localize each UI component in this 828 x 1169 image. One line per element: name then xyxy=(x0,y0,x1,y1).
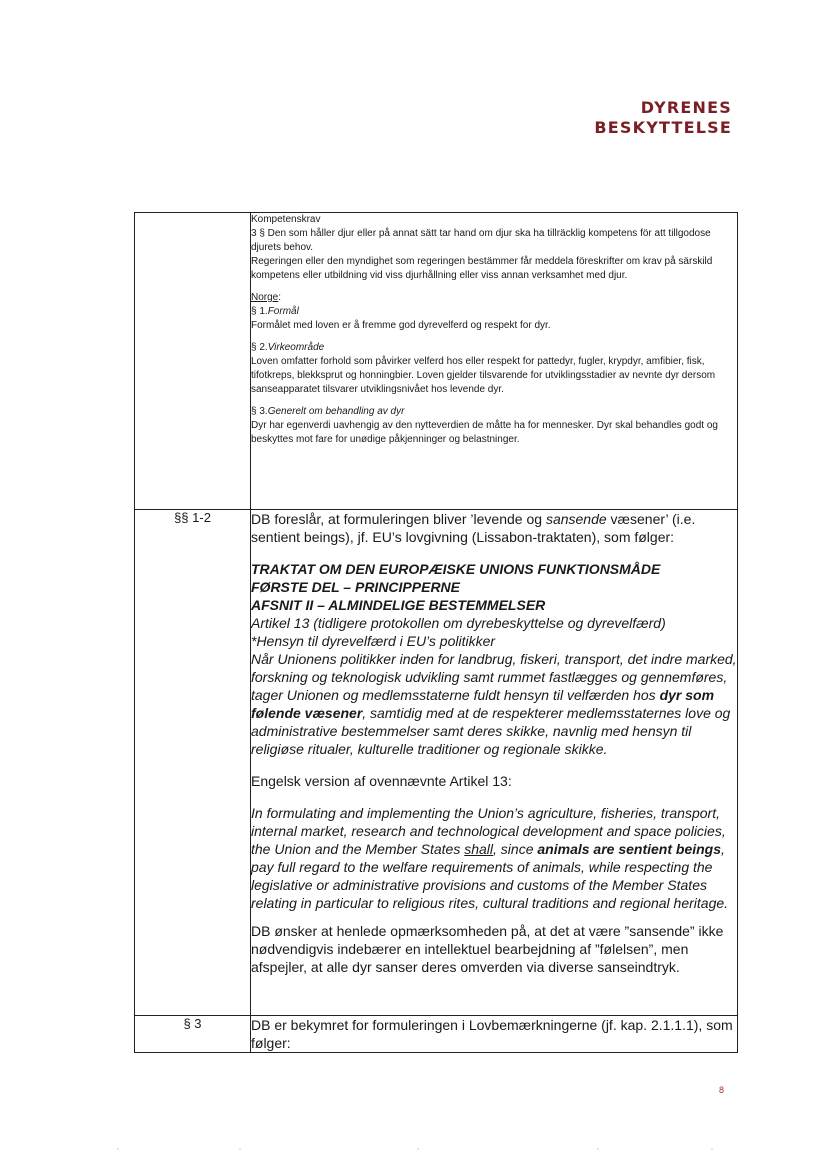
content-cell xyxy=(251,510,738,1016)
text-span: , since xyxy=(493,841,538,857)
organization-logo xyxy=(594,98,732,138)
section-heading xyxy=(251,341,737,355)
section-text: Formålet med loven er å fremme god dyrevelferd og respekt for dyr. xyxy=(251,320,551,331)
table-row xyxy=(135,213,738,510)
content-cell xyxy=(251,213,738,510)
text-span: DB foreslår, at formuleringen bliver ’levende og xyxy=(251,511,546,527)
text-span: shall xyxy=(464,841,494,857)
norge-heading xyxy=(251,291,737,305)
closing-paragraph: DB ønsker at henlede opmærksomheden på, at det at være ”sansende” ikke nødvendigvis indebærer en intellektuel bearbejdning af ”følelsen”, men afspejler, at alle dyr sanser deres omverden via diverse sanseindtryk. xyxy=(251,923,724,975)
text-span: , samtidig med at de respekterer medlemsstaternes love og administrative bestemmelser samt deres skikke, navnlig med hensyn til religiøse ritualer, kulturelle traditioner og regionale skikke. xyxy=(251,705,731,757)
english-text xyxy=(251,804,737,912)
text-span: dyr som følende væsener xyxy=(251,687,715,721)
section-heading xyxy=(251,305,737,319)
section-title: Formål xyxy=(267,306,299,317)
section-text: Loven omfatter forhold som påvirker velferd hos eller respekt for pattedyr, fugler, krypdyr, amfibier, fisk, tifotkreps, blekksprut og honningbier. Loven gjelder tilsvarende for utviklingsstadier av nevnte dyr dersom sanseapparatet tilsvarer utviklingsnivået hos levende dyr. xyxy=(251,356,716,395)
english-label: Engelsk version af ovennævnte Artikel 13: xyxy=(251,773,512,789)
table-row xyxy=(135,510,738,1016)
treaty-heading: FØRSTE DEL – PRINCIPPERNE xyxy=(251,579,461,595)
article-subtitle: *Hensyn til dyrevelfærd i EU’s politikker xyxy=(251,633,496,649)
logo-line-1: DYRENES xyxy=(640,98,732,117)
text-span: In formulating and implementing the Union’s agriculture, fisheries, transport, internal market, research and technological development and space policies, the Union and the Member States xyxy=(251,805,726,857)
section-heading xyxy=(251,405,737,419)
text-span: sansende xyxy=(545,511,607,527)
section-title: Generelt om behandling av dyr xyxy=(267,406,405,417)
intro-paragraph xyxy=(251,510,737,546)
section-cell xyxy=(135,213,251,510)
section-number: § 2. xyxy=(251,342,268,353)
scan-artifact xyxy=(0,1146,828,1152)
section-number: § 1. xyxy=(251,306,268,317)
comments-table xyxy=(134,212,738,1053)
logo-line-2: BESKYTTELSE xyxy=(594,118,732,137)
row-text: DB er bekymret for formuleringen i Lovbemærkningerne (jf. kap. 2.1.1.1), som følger: xyxy=(251,1017,733,1051)
content-cell xyxy=(251,1016,738,1053)
text-span: animals are sentient beings xyxy=(537,841,722,857)
kompetens-title: Kompetenskrav xyxy=(251,214,321,225)
text-span: , pay full regard to the welfare requirements of animals, while respecting the legislative or administrative provisions and customs of the Member States relating in particular to religious rites, cultural traditions and regional heritage. xyxy=(251,841,729,911)
section-title: Virkeområde xyxy=(267,342,325,353)
page-number: 8 xyxy=(718,1085,724,1095)
kompetens-paragraph: Regeringen eller den myndighet som regeringen bestämmer får meddela föreskrifter om krav på särskild kompetens eller utbildning vid viss djurhållning eller viss annan verksamhet med djur. xyxy=(251,256,713,281)
article-text xyxy=(251,650,737,758)
section-text: Dyr har egenverdi uavhengig av den nytteverdien de måtte ha for mennesker. Dyr skal behandles godt og beskyttes mot fare for unødige påkjenninger og belastninger. xyxy=(251,420,718,445)
article-title: Artikel 13 (tidligere protokollen om dyrebeskyttelse og dyrevelfærd) xyxy=(251,615,666,631)
section-cell: § 3 xyxy=(135,1016,251,1053)
table-row xyxy=(135,1016,738,1053)
kompetens-paragraph: 3 § Den som håller djur eller på annat sätt tar hand om djur ska ha tillräcklig kompetens för att tillgodose djurets behov. xyxy=(251,228,711,253)
colon: : xyxy=(278,292,282,303)
section-number: § 3. xyxy=(251,406,268,417)
treaty-heading: AFSNIT II – ALMINDELIGE BESTEMMELSER xyxy=(251,597,546,613)
section-cell: §§ 1-2 xyxy=(135,510,251,1016)
text-span: Når Unionens politikker inden for landbrug, fiskeri, transport, det indre marked, forskning og teknologisk udvikling samt rummet fastlægges og gennemføres, tager Unionen og medlemsstaterne fuldt hensyn til velfærden hos xyxy=(251,651,737,703)
norge-label: Norge xyxy=(251,292,279,303)
text-span: væsener’ (i.e. sentient beings), jf. EU’s lovgivning (Lissabon-traktaten), som følger: xyxy=(251,511,696,545)
treaty-heading: TRAKTAT OM DEN EUROPÆISKE UNIONS FUNKTIONSMÅDE xyxy=(251,561,661,577)
